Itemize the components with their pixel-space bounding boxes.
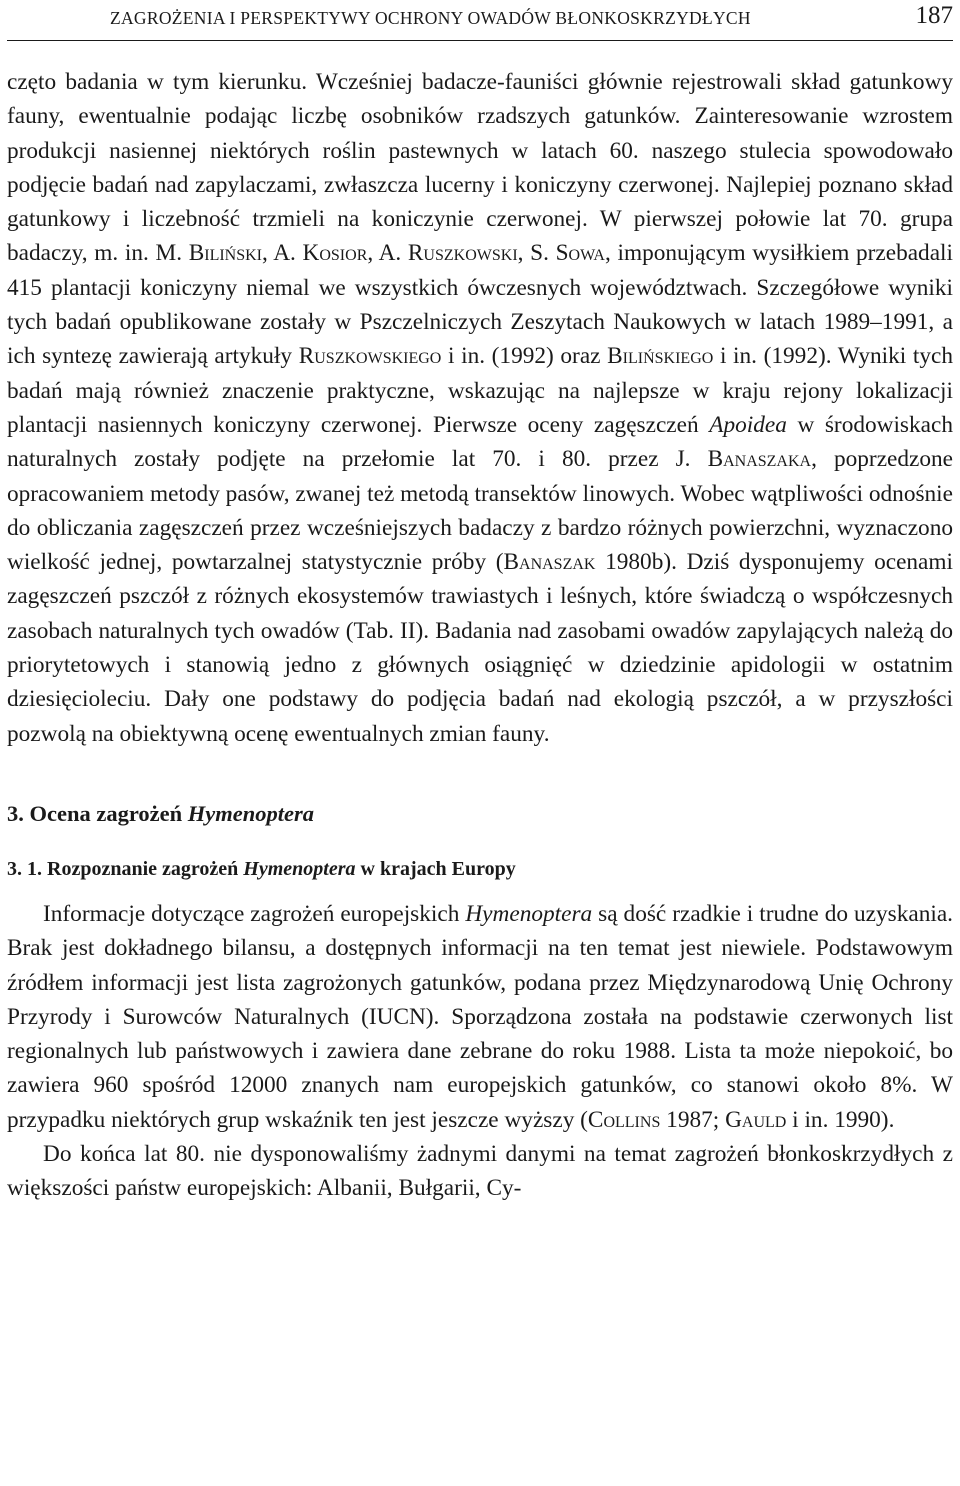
page-number: 187 — [915, 2, 953, 29]
author-name: Gauld — [725, 1106, 787, 1133]
text-run: Informacje dotyczące zagrożeń europejskich — [43, 900, 466, 927]
text-run: , poprzedzone opracowaniem metody pasów, zwanej też metodą transektów linowych. Wobec wątpliwości odnośnie do obliczania zagęszczeń przez wcześniejszych badaczy z bardzo różnych powierzchni, wyznaczono wielkość jednej, powtarzalnej statystycznie próby ( — [7, 446, 953, 576]
text-run: 1987; — [660, 1106, 726, 1133]
author-name: Sowa — [555, 240, 605, 267]
subsection-heading — [7, 855, 953, 883]
author-name: Kosior — [302, 240, 368, 267]
taxon-name: Hymenoptera — [465, 900, 593, 927]
author-name: Ruszkowski — [407, 240, 518, 267]
text-run: , A. — [262, 240, 303, 267]
author-name: Banaszak — [503, 549, 596, 576]
running-header — [7, 0, 953, 41]
author-name: Bilińskiego — [607, 343, 714, 370]
text-run: , A. — [367, 240, 408, 267]
text-run: w środowiskach naturalnych zostały podjęte na przełomie lat 70. i 80. przez J. — [7, 411, 953, 473]
text-run: 1980b). Dziś dysponujemy ocenami zagęszczeń pszczół z różnych ekosystemów trawiastych i leśnych, które świadczą o współczesnych zasobach naturalnych tych owadów (Tab. II). Badania nad zasobami owadów zapylających należą do priorytetowych i stanowią jedno z głównych osiągnięć w dziedzinie apidologii w ostatnim dziesięcioleciu. Dały one podstawy do podjęcia badań nad ekologią pszczół, a w przyszłości pozwolą na obiektywną ocenę ewentualnych zmian fauny. — [7, 549, 953, 747]
text-run: , imponującym wysiłkiem przebadali 415 plantacji koniczyny niemal we wszystkich ówczesnych województwach. Szczegółowe wyniki tych badań opublikowane zostały w Pszczelniczych Zeszytach Naukowych w latach 1989–1991, a ich syntezę zawierają artykuły — [7, 240, 953, 370]
text-run: i in. (1992). Wyniki tych badań mają również znaczenie praktyczne, wskazując na najlepsze w kraju rejony lokalizacji plantacji nasiennych koniczyny czerwonej. Pierwsze oceny zagęszczeń — [7, 343, 953, 438]
text-run: są dość rzadkie i trudne do uzyskania. Brak jest dokładnego bilansu, a dostępnych informacji na ten temat jest niewiele. Podstawowym źródłem informacji jest lista zagrożonych gatunków, podana przez Międzynarodową Unię Ochrony Przyrody i Surowców Naturalnych (IUCN). Sporządzona została na podstawie czerwonych list regionalnych lub państwowych i zawiera dane zebrane do roku 1988. Lista ta może niepokoić, bo zawiera 960 spośród 12000 znanych nam europejskich gatunków, co stanowi około 8%. W przypadku niektórych grup wskaźnik ten jest jeszcze wyższy ( — [7, 900, 953, 1133]
taxon-name: Apoidea — [709, 411, 787, 438]
heading-taxon: Hymenoptera — [243, 857, 356, 880]
text-run: , S. — [517, 240, 556, 267]
heading-taxon: Hymenoptera — [187, 800, 315, 826]
author-name: Ruszkowskiego — [298, 343, 442, 370]
page-content — [7, 0, 953, 1206]
author-name: Biliński — [188, 240, 263, 267]
heading-text: w krajach Europy — [355, 857, 516, 880]
text-run: częto badania w tym kierunku. Wcześniej badacze-fauniści głównie rejestrowali skład gatunkowy fauny, ewentualnie podając liczbę osobników rzadszych gatunków. Zainteresowanie wzrostem produkcji nasiennej niektórych roślin pastewnych w latach 60. naszego stulecia spowodowało podjęcie badań nad zapylaczami, zwłaszcza lucerny i koniczyny czerwonej. Najlepiej poznano skład gatunkowy i liczebność trzmieli na koniczynie czerwonej. W pierwszej połowie lat 70. grupa badaczy, m. in. M. — [7, 69, 953, 267]
heading-text: 3. Ocena zagrożeń — [7, 800, 188, 826]
running-title: ZAGROŻENIA I PERSPEKTYWY OCHRONY OWADÓW BŁONKOSKRZYDŁYCH — [110, 8, 751, 28]
paragraph — [7, 897, 953, 1137]
paragraph-continued — [7, 65, 953, 751]
section-heading — [7, 799, 953, 829]
heading-text: 3. 1. Rozpoznanie zagrożeń — [7, 857, 244, 880]
author-name: Collins — [587, 1106, 661, 1133]
body-text — [7, 65, 953, 1206]
paragraph: Do końca lat 80. nie dysponowaliśmy żadnymi danymi na temat zagrożeń błonkoskrzydłych z większości państw europejskich: Albanii, Bułgarii, Cy- — [7, 1141, 953, 1202]
text-run: i in. 1990). — [786, 1106, 895, 1133]
author-name: Banaszaka — [707, 446, 812, 473]
text-run: i in. (1992) oraz — [441, 343, 608, 370]
